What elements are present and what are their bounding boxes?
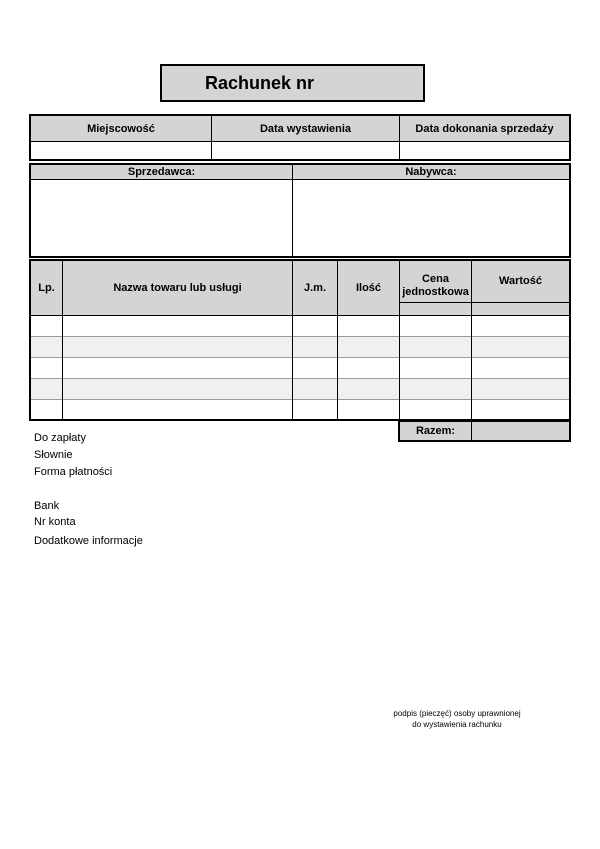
seller-field[interactable] bbox=[31, 180, 292, 256]
table-row[interactable] bbox=[31, 316, 569, 337]
bank-label: Bank bbox=[34, 500, 60, 512]
amount-due-label: Do zapłaty bbox=[34, 432, 86, 444]
place-field[interactable] bbox=[31, 142, 211, 159]
total-label: Razem: bbox=[415, 425, 456, 437]
in-words-label: Słownie bbox=[34, 449, 73, 461]
col-unit-price-line2: jednostkowa bbox=[402, 286, 469, 298]
buyer-field[interactable] bbox=[293, 180, 569, 256]
parties-table bbox=[29, 163, 571, 258]
account-number-label: Nr konta bbox=[34, 516, 76, 528]
signature-caption bbox=[392, 708, 522, 730]
sale-date-field[interactable] bbox=[400, 142, 569, 159]
signature-caption-line1: podpis (pieczęć) osoby uprawnionej bbox=[393, 709, 521, 718]
buyer-label: Nabywca: bbox=[405, 166, 457, 178]
header-table bbox=[29, 114, 571, 161]
total-value-field[interactable] bbox=[472, 422, 569, 440]
col-qty-header: Ilość bbox=[355, 281, 382, 294]
signature-caption-line2: do wystawienia rachunku bbox=[412, 720, 502, 729]
additional-info-label: Dodatkowe informacje bbox=[34, 535, 143, 547]
issue-date-field[interactable] bbox=[212, 142, 399, 159]
sale-date-label: Data dokonania sprzedaży bbox=[415, 122, 554, 135]
col-value-header: Wartość bbox=[499, 275, 542, 287]
col-unit-header: J.m. bbox=[303, 281, 326, 294]
col-unit-price-header bbox=[400, 261, 471, 302]
col-name-header: Nazwa towaru lub usługi bbox=[113, 281, 242, 294]
payment-method-label: Forma płatności bbox=[34, 466, 113, 478]
table-row[interactable] bbox=[31, 400, 569, 421]
seller-label: Sprzedawca: bbox=[127, 166, 196, 178]
table-row[interactable] bbox=[31, 337, 569, 358]
document-title: Rachunek nr bbox=[205, 73, 315, 93]
col-lp-header: Lp. bbox=[38, 281, 55, 294]
document-title-box bbox=[160, 64, 425, 102]
invoice-number-field[interactable] bbox=[314, 75, 420, 97]
place-label: Miejscowość bbox=[87, 122, 155, 135]
items-table bbox=[29, 259, 571, 421]
table-row[interactable] bbox=[31, 379, 569, 400]
col-unit-price-line1: Cena bbox=[422, 273, 449, 285]
table-row[interactable] bbox=[31, 358, 569, 379]
total-row bbox=[398, 420, 571, 442]
issue-date-label: Data wystawienia bbox=[259, 122, 352, 135]
